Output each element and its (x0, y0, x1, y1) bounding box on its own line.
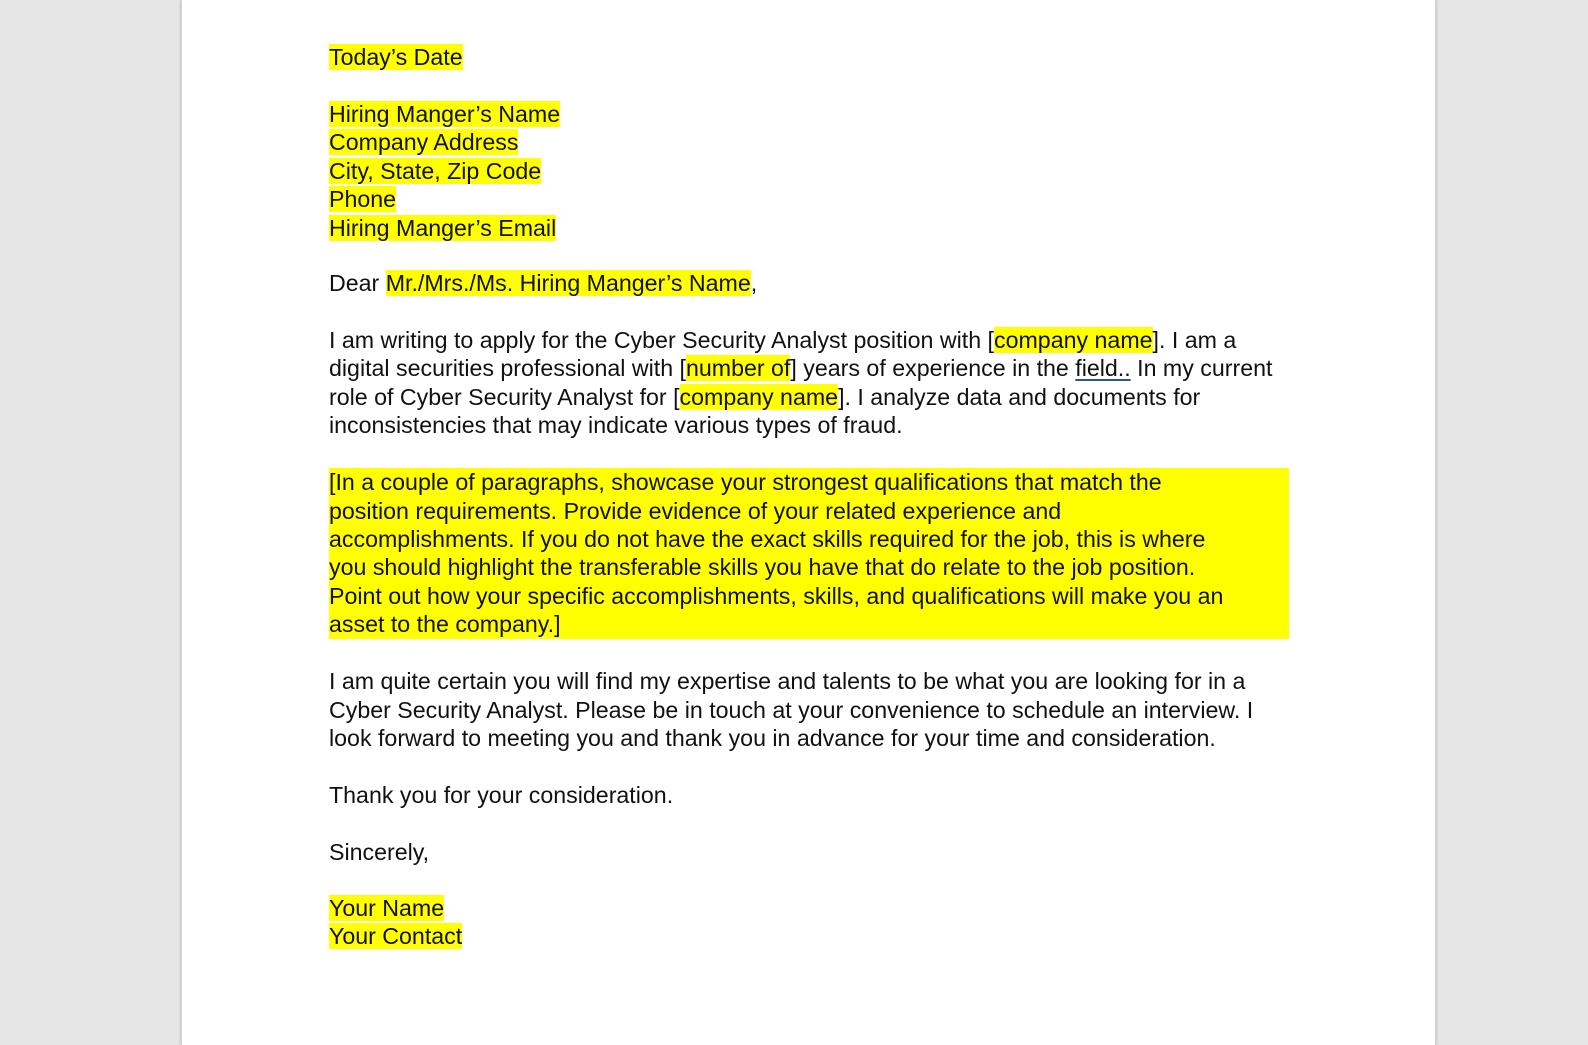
date-placeholder: Today’s Date (329, 44, 463, 70)
letter-body[interactable] (329, 43, 1289, 950)
qualifications-paragraph (329, 468, 1289, 638)
qualifications-line: [In a couple of paragraphs, showcase your strongest qualifications that match the (329, 469, 1162, 496)
intro-company-placeholder-2: company name (679, 383, 839, 410)
sender-contact: Your Contact (329, 922, 463, 949)
recipient-email: Hiring Manger’s Email (329, 214, 557, 241)
sender-name: Your Name (329, 894, 445, 921)
recipient-address: Company Address (329, 129, 519, 156)
intro-paragraph (329, 326, 1289, 440)
qualifications-line: Point out how your specific accomplishments, skills, and qualifications will make you an (329, 582, 1224, 609)
salutation-suffix: , (750, 270, 758, 297)
closing-paragraph: I am quite certain you will find my expertise and talents to be what you are looking for in a Cyber Security Analyst. Please be in touch at your convenience to schedule an interview. I look forward to meeting you and thank you in advance for your time and consideration. (329, 668, 1254, 752)
thanks-line: Thank you for your consideration. (329, 782, 674, 809)
recipient-city-state-zip: City, State, Zip Code (329, 157, 542, 184)
recipient-name: Hiring Manger’s Name (329, 101, 561, 127)
intro-text-5: ]. I analyze data and documents for inconsistencies that may indicate various types of fraud. (329, 383, 1201, 439)
salutation-prefix: Dear (329, 270, 386, 297)
recipient-phone: Phone (329, 186, 397, 213)
salutation (329, 269, 1289, 297)
intro-text-4: In my current role of Cyber Security Analyst for [ (329, 355, 1273, 410)
intro-text-3: ] years of experience in the (790, 355, 1076, 382)
intro-text-2: ]. I am a digital securities professional with [ (329, 327, 1237, 382)
intro-flagged-word[interactable]: field.. (1075, 355, 1131, 382)
salutation-name: Mr./Mrs./Ms. Hiring Manger’s Name (385, 270, 751, 297)
qualifications-line: you should highlight the transferable skills you have that do relate to the job position. (329, 554, 1196, 581)
recipient-block (329, 100, 1289, 242)
signoff: Sincerely, (329, 839, 430, 866)
sender-block (329, 894, 1289, 951)
intro-company-placeholder-1: company name (994, 327, 1153, 354)
intro-text-1: I am writing to apply for the Cyber Security Analyst position with [ (329, 327, 994, 354)
document-page[interactable] (181, 0, 1436, 1045)
qualifications-line: asset to the company.] (329, 611, 561, 638)
qualifications-line: position requirements. Provide evidence of your related experience and (329, 497, 1062, 524)
qualifications-line: accomplishments. If you do not have the exact skills required for the job, this is where (329, 526, 1206, 553)
date-line (329, 43, 1289, 71)
intro-years-placeholder: number of (686, 355, 791, 382)
